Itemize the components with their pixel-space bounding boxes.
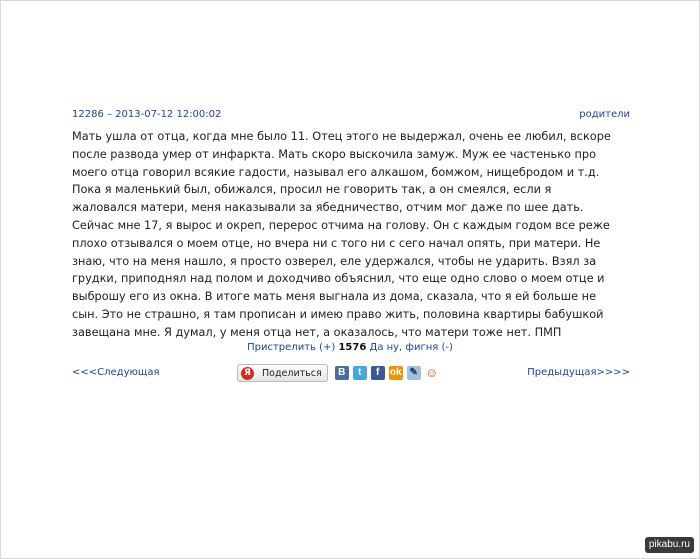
story-timestamp[interactable]: 2013-07-12 12:00:02 (115, 109, 222, 120)
vkontakte-icon[interactable]: B (335, 366, 349, 380)
twitter-icon[interactable]: t (353, 366, 367, 380)
share-bar (237, 363, 439, 383)
yandex-share-icon: Я (241, 367, 254, 380)
previous-story-link[interactable]: Предыдущая>>>> (527, 367, 630, 378)
story-text: Мать ушла от отца, когда мне было 11. Отец этого не выдержал, очень ее любил, вскоре после развода умер от инфаркта. Мать скоро выскочила замуж. Муж ее частенько про моего отца говорил всякие гадости, называл его алкашом, бомжом, нищебродом и т.д. Пока я маленький был, обижался, просил не говорить так, а он смеялся, если я жаловался матери, меня наказывали за ябедничество, отчим мог даже по шее дать. Сейчас мне 17, я вырос и окреп, перерос отчима на голову. Он с каждым годом все реже плохо отзывался о моем отце, но вчера ни с того ни с сего начал опять, при матери. Не знаю, что на меня нашло, я просто озверел, еле удержался, чтобы не ударить. Взял за грудки, приподнял над полом и доходчиво объяснил, что еще одно слово о моем отце и выброшу его из окна. В итоге мать меня выгнала из дома, сказала, что я ей больше не сын. Это не страшно, я там прописан и имею право жить, половина квартиры бабушкой завещана мне. Я думал, у меня отца нет, а оказалось, что матери тоже нет. ПМП (72, 130, 611, 339)
meta-separator: – (103, 109, 116, 120)
next-story-link[interactable]: <<<Следующая (72, 367, 160, 378)
livejournal-icon[interactable]: ✎ (407, 366, 421, 380)
vote-score: 1576 (338, 342, 367, 353)
vote-bar (0, 341, 700, 355)
share-button[interactable] (237, 364, 328, 382)
site-watermark: pikabu.ru (645, 537, 694, 553)
story-tag-link[interactable]: родители (579, 109, 630, 120)
vote-up-link[interactable]: Пристрелить (+) (247, 342, 336, 353)
odnoklassniki-icon[interactable]: ok (389, 367, 402, 378)
story-meta (72, 108, 630, 122)
moikrug-icon[interactable]: ☺ (425, 365, 439, 380)
share-button-label: Поделиться (262, 367, 322, 379)
story-id-link[interactable]: 12286 (72, 109, 104, 120)
facebook-icon[interactable]: f (371, 366, 385, 380)
vote-down-link[interactable]: Да ну, фигня (-) (369, 342, 453, 353)
